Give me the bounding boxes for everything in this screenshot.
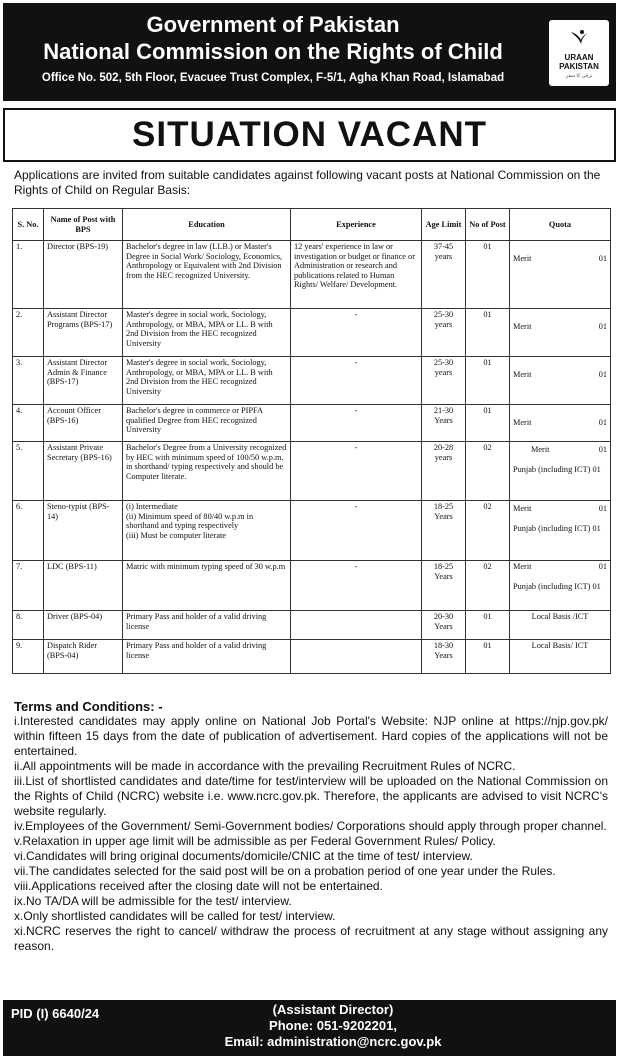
cell-post-name: Assistant Private Secretary (BPS-16) [44,442,123,501]
table-row [13,442,611,501]
cell-sno: 7. [13,561,44,611]
cell-sno: 3. [13,357,44,405]
cell-sno: 6. [13,501,44,561]
terms-item: x.Only shortlisted candidates will be called for test/ interview. [14,909,336,923]
cell-post-name: Assistant Director Programs (BPS-17) [44,309,123,357]
cell-quota [510,561,611,611]
table-row [13,241,611,309]
quota-label: Merit [513,370,532,379]
commission-title: National Commission on the Rights of Child [43,39,503,64]
cell-no-of-post: 02 [466,561,510,611]
cell-post-name: Driver (BPS-04) [44,611,123,640]
cell-age-limit: 20-30 Years [422,611,466,640]
quota-count: 01 [598,322,607,331]
header-post-name: Name of Post with BPS [44,209,123,241]
quota-count: 01 [592,464,601,474]
cell-quota [510,357,611,405]
terms-item: i.Interested candidates may apply online on National Job Portal's Website: NJP online at https://njp.gov.pk/ within fifteen 15 days from the date of publication of advertisement. Hard copies of the applications will not be entertained. [14,714,608,758]
cell-experience: - [291,357,422,405]
quota-count: 01 [598,370,607,379]
header-experience: Experience [291,209,422,241]
cell-post-name: Director (BPS-19) [44,241,123,309]
vacancies-table [12,208,611,674]
cell-education: Master's degree in social work, Sociology, Anthropology, or MBA, MPA or LL. B with 2nd Division from the HEC recognized University [123,309,291,357]
quota-label: Merit [513,562,532,571]
quota-count: 01 [598,418,607,427]
quota-label: Merit [531,445,550,454]
logo-text-pakistan: PAKISTAN [559,62,599,71]
uraan-pakistan-logo [549,20,609,86]
cell-post-name: Dispatch Rider (BPS-04) [44,640,123,674]
cell-sno: 9. [13,640,44,674]
terms-item: viii.Applications received after the closing date will not be entertained. [14,879,383,893]
cell-education: Primary Pass and holder of a valid driving license [123,611,291,640]
contact-phone: Phone: 051-9202201, [269,1018,397,1033]
cell-age-limit: 37-45 years [422,241,466,309]
quota-label: Punjab (including ICT) [513,523,591,533]
government-title: Government of Pakistan [146,12,400,37]
cell-post-name: Steno-typist (BPS-14) [44,501,123,561]
header-age-limit: Age Limit [422,209,466,241]
bird-logo-icon [569,28,589,48]
cell-sno: 8. [13,611,44,640]
cell-sno: 1. [13,241,44,309]
logo-text-uraan: URAAN [564,53,594,62]
header-education: Education [123,209,291,241]
table-row [13,309,611,357]
table-row [13,640,611,674]
cell-no-of-post: 02 [466,442,510,501]
cell-education [123,501,291,561]
table-row [13,501,611,561]
table-header-row [13,209,611,241]
cell-education: Primary Pass and holder of a valid driving license [123,640,291,674]
terms-item: v.Relaxation in upper age limit will be admissible as per Federal Government Rules/ Policy. [14,834,496,848]
cell-education: Bachelor's degree in law (LLB.) or Master's Degree in Social Work/ Sociology, Economics, Anthropology or Equivalent with 2nd Division from the HEC recognized University. [123,241,291,309]
quota-count: 01 [592,581,601,591]
cell-experience: - [291,442,422,501]
terms-item: ix.No TA/DA will be admissible for the test/ interview. [14,894,292,908]
cell-experience [291,640,422,674]
cell-no-of-post: 01 [466,309,510,357]
cell-experience: - [291,561,422,611]
cell-quota: Local Basis/ ICT [510,640,611,674]
cell-sno: 4. [13,405,44,442]
table-row [13,357,611,405]
terms-item: ii.All appointments will be made in accordance with the prevailing Recruitment Rules of NCRC. [14,759,516,773]
cell-quota [510,241,611,309]
header-quota: Quota [510,209,611,241]
terms-item: vi.Candidates will bring original documents/domicile/CNIC at the time of test/ interview. [14,849,473,863]
cell-education: Matric with minimum typing speed of 30 w.p.m [123,561,291,611]
header-no-of-post: No of Post [466,209,510,241]
terms-item: iii.List of shortlisted candidates and date/time for test/interview will be uploaded on the National Commission on the Rights of Child (NCRC) website i.e. www.ncrc.gov.pk. Therefore, the applicants are advised to visit NCRC's website regularly. [14,774,608,818]
pid-number: PID (I) 6640/24 [11,1006,100,1021]
terms-heading: Terms and Conditions: - [14,699,163,714]
cell-quota [510,442,611,501]
cell-age-limit: 18-25 Years [422,561,466,611]
cell-post-name: Account Officer (BPS-16) [44,405,123,442]
quota-label: Punjab (including ICT) [513,464,591,474]
contact-designation: (Assistant Director) [272,1002,394,1017]
cell-sno: 5. [13,442,44,501]
cell-age-limit: 18-25 Years [422,501,466,561]
education-item: (i) Intermediate [126,502,178,511]
cell-no-of-post: 02 [466,501,510,561]
header-sno: S. No. [13,209,44,241]
cell-sno: 2. [13,309,44,357]
situation-vacant-banner: SITUATION VACANT [3,108,616,162]
contact-block [183,1002,483,1050]
cell-quota [510,501,611,561]
quota-count: 01 [598,445,607,454]
table-row [13,561,611,611]
cell-quota [510,405,611,442]
cell-education: Bachelor's degree in commerce or PIPFA qualified Degree from HEC recognized University [123,405,291,442]
quota-label: Punjab (including ICT) [513,581,591,591]
terms-item: vii.The candidates selected for the said post will be on a probation period of one year under the Rules. [14,864,556,878]
cell-quota: Local Basis /ICT [510,611,611,640]
cell-no-of-post: 01 [466,640,510,674]
cell-no-of-post: 01 [466,611,510,640]
cell-no-of-post: 01 [466,357,510,405]
office-address: Office No. 502, 5th Floor, Evacuee Trust Complex, F-5/1, Agha Khan Road, Islamabad [41,72,505,84]
cell-experience: - [291,309,422,357]
cell-education: Master's degree in social work, Sociology, Anthropology, or MBA, MPA or LL. B with 2nd Division from the HEC recognized University [123,357,291,405]
quota-label: Merit [513,322,532,331]
terms-item: xi.NCRC reserves the right to cancel/ withdraw the process of recruitment at any stage without assigning any reason. [14,924,608,953]
cell-age-limit: 20-28 years [422,442,466,501]
quota-count: 01 [598,504,607,513]
cell-experience: 12 years' experience in law or investigation or budget or finance or Administration or research and publications related to Human Rights/ Welfare/ Development. [291,241,422,309]
cell-experience: - [291,501,422,561]
cell-age-limit: 21-30 Years [422,405,466,442]
cell-age-limit: 25-30 years [422,357,466,405]
cell-no-of-post: 01 [466,405,510,442]
cell-age-limit: 25-30 years [422,309,466,357]
quota-label: Merit [513,504,532,513]
contact-email[interactable]: Email: administration@ncrc.gov.pk [224,1034,442,1049]
logo-tagline: ترقی کا سفر [565,73,593,79]
terms-item: iv.Employees of the Government/ Semi-Government bodies/ Corporations should apply through proper channel. [14,819,607,833]
cell-experience [291,611,422,640]
quota-count: 01 [592,523,601,533]
table-row [13,405,611,442]
cell-post-name: LDC (BPS-11) [44,561,123,611]
quota-label: Merit [513,418,532,427]
education-item: (ii) Minimum speed of 80/40 w.p.m in shorthand and typing respectively [126,511,254,531]
quota-count: 01 [598,562,607,571]
cell-education: Bachelor's Degree from a University recognized by HEC with minimum speed of 100/50 w.p.m. in shorthand/ typing respectively and should be Computer literate. [123,442,291,501]
cell-age-limit: 18-30 Years [422,640,466,674]
terms-list [14,714,608,954]
cell-post-name: Assistant Director Admin & Finance (BPS-17) [44,357,123,405]
table-row [13,611,611,640]
quota-label: Merit [513,254,532,263]
cell-quota [510,309,611,357]
cell-no-of-post: 01 [466,241,510,309]
cell-experience: - [291,405,422,442]
header-banner [3,3,616,101]
footer-banner [3,1000,616,1056]
education-item: (iii) Must be computer literate [126,530,226,540]
quota-count: 01 [598,254,607,263]
intro-paragraph: Applications are invited from suitable candidates against following vacant posts at National Commission on the Rights of Child on Regular Basis: [14,168,601,197]
